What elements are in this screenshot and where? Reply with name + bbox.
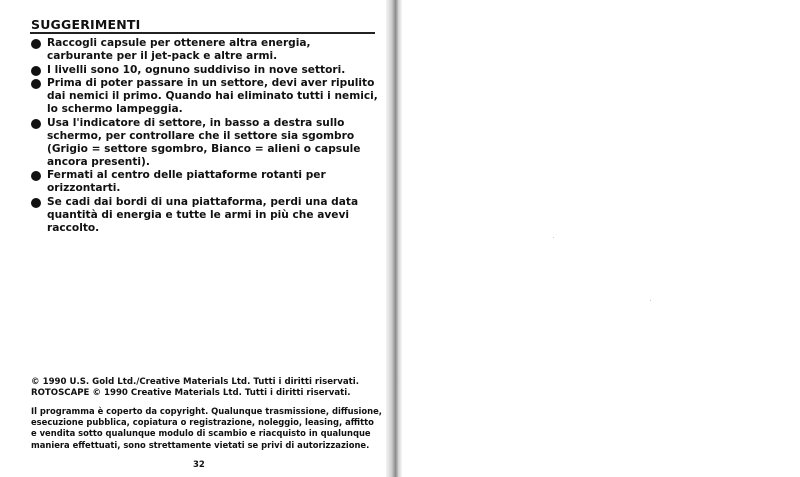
tip-item bbox=[30, 77, 380, 116]
bullet-icon bbox=[31, 66, 41, 76]
bullet-icon bbox=[31, 171, 41, 181]
book-gutter bbox=[386, 0, 402, 477]
tip-item bbox=[30, 37, 380, 63]
bullet-icon bbox=[31, 39, 41, 49]
legal-line: maniera effettuati, sono strettamente vietati se privi di autorizzazione. bbox=[31, 439, 370, 450]
tips-list bbox=[30, 37, 380, 235]
tip-text: Usa l'indicatore di settore, in basso a destra sullo schermo, per controllare che il settore sia sgombro (Grigio = settore sgombro, Bianco = alieni o capsule ancora presenti). bbox=[47, 116, 361, 168]
tips-heading: SUGGERIMENTI bbox=[31, 17, 141, 32]
left-page bbox=[0, 0, 392, 477]
bullet-icon bbox=[31, 198, 41, 208]
tip-text: I livelli sono 10, ognuno suddiviso in nove settori. bbox=[47, 63, 346, 76]
tip-item bbox=[30, 196, 380, 235]
tip-text: Se cadi dai bordi di una piattaforma, perdi una data quantità di energia e tutte le armi in più che avevi raccolto. bbox=[47, 195, 359, 234]
legal-notice bbox=[31, 406, 382, 451]
page-number: 32 bbox=[193, 460, 205, 470]
tip-item bbox=[30, 117, 380, 169]
copyright-notice bbox=[31, 377, 376, 399]
right-page-blank bbox=[402, 0, 800, 477]
legal-line: esecuzione pubblica, copiatura o registrazione, noleggio, leasing, affitto bbox=[31, 417, 374, 428]
copyright-line: © 1990 U.S. Gold Ltd./Creative Materials Ltd. Tutti i diritti riservati. bbox=[31, 377, 359, 387]
tip-text: Raccogli capsule per ottenere altra energia, carburante per il jet-pack e altre armi. bbox=[47, 37, 311, 62]
heading-underline bbox=[30, 32, 375, 34]
bullet-icon bbox=[31, 79, 41, 89]
legal-line: e vendita sotto qualunque modulo di scambio e riacquisto in qualunque bbox=[31, 428, 371, 439]
tip-text: Fermati al centro delle piattaforme rotanti per orizzontarti. bbox=[47, 169, 326, 194]
copyright-line: ROTOSCAPE © 1990 Creative Materials Ltd. Tutti i diritti riservati. bbox=[31, 388, 351, 398]
tip-item bbox=[30, 64, 380, 77]
bullet-icon bbox=[31, 119, 41, 129]
paper-speck bbox=[553, 237, 554, 238]
tip-text: Prima di poter passare in un settore, devi aver ripulito dai nemici il primo. Quando hai eliminato tutti i nemici, lo schermo lampeggia. bbox=[47, 77, 378, 115]
tip-item bbox=[30, 169, 380, 195]
paper-speck bbox=[650, 300, 651, 301]
legal-line: Il programma è coperto da copyright. Qualunque trasmissione, diffusione, bbox=[31, 406, 382, 416]
